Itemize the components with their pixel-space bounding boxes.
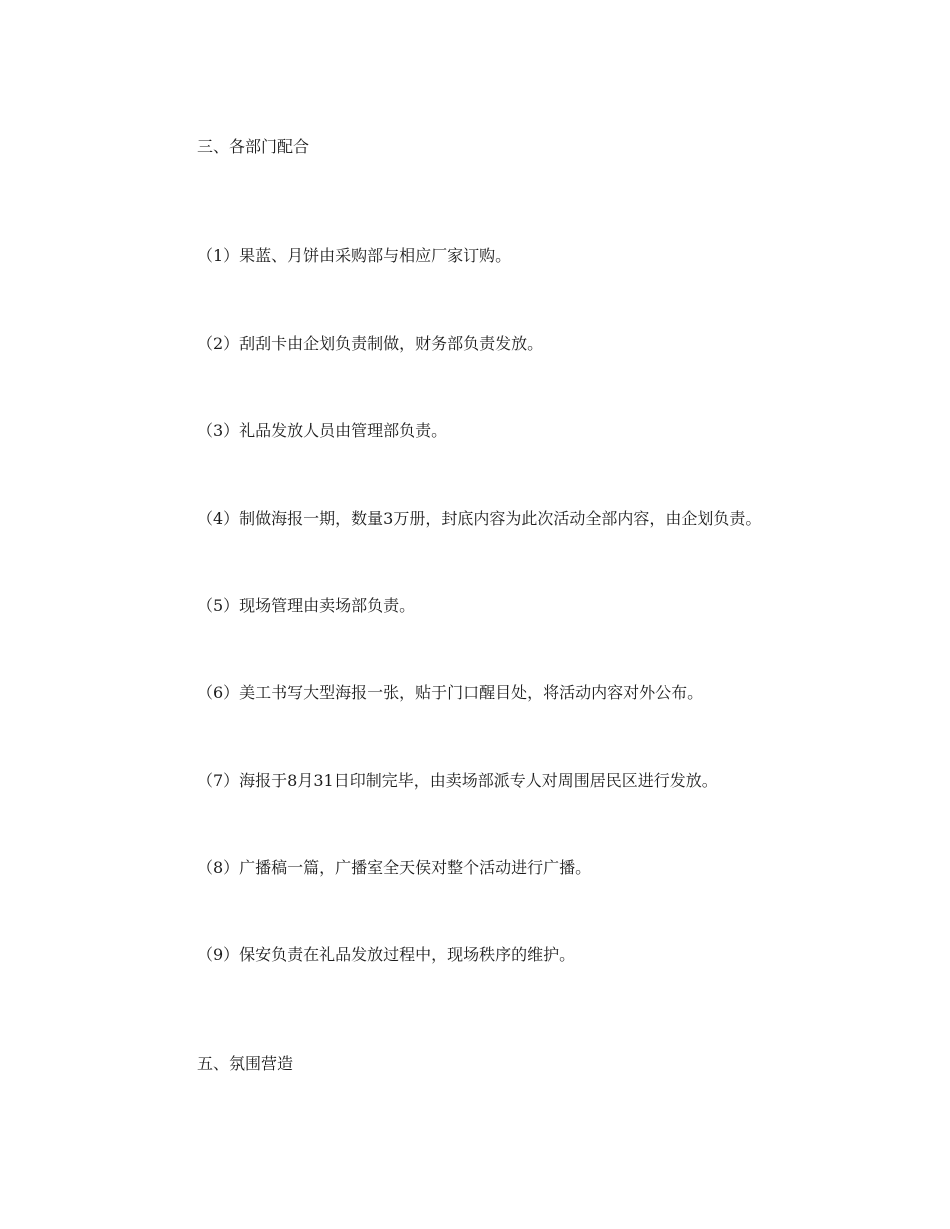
section-heading-department-cooperation: 三、各部门配合 <box>197 137 310 156</box>
list-item: （3）礼品发放人员由管理部负责。 <box>197 421 448 440</box>
list-item: （4）制做海报一期，数量3万册，封底内容为此次活动全部内容，由企划负责。 <box>197 509 762 528</box>
list-item: （5）现场管理由卖场部负责。 <box>197 596 416 615</box>
list-item: （8）广播稿一篇，广播室全天侯对整个活动进行广播。 <box>197 858 592 877</box>
section-heading-atmosphere: 五、氛围营造 <box>197 1054 294 1073</box>
list-item: （1）果蓝、月饼由采购部与相应厂家订购。 <box>197 246 512 265</box>
list-item: （2）刮刮卡由企划负责制做，财务部负责发放。 <box>197 334 544 353</box>
list-item: （6）美工书写大型海报一张，贴于门口醒目处，将活动内容对外公布。 <box>197 683 704 702</box>
list-item: （9）保安负责在礼品发放过程中，现场秩序的维护。 <box>197 945 576 964</box>
list-item: （7）海报于8月31日印制完毕，由卖场部派专人对周围居民区进行发放。 <box>197 771 718 790</box>
